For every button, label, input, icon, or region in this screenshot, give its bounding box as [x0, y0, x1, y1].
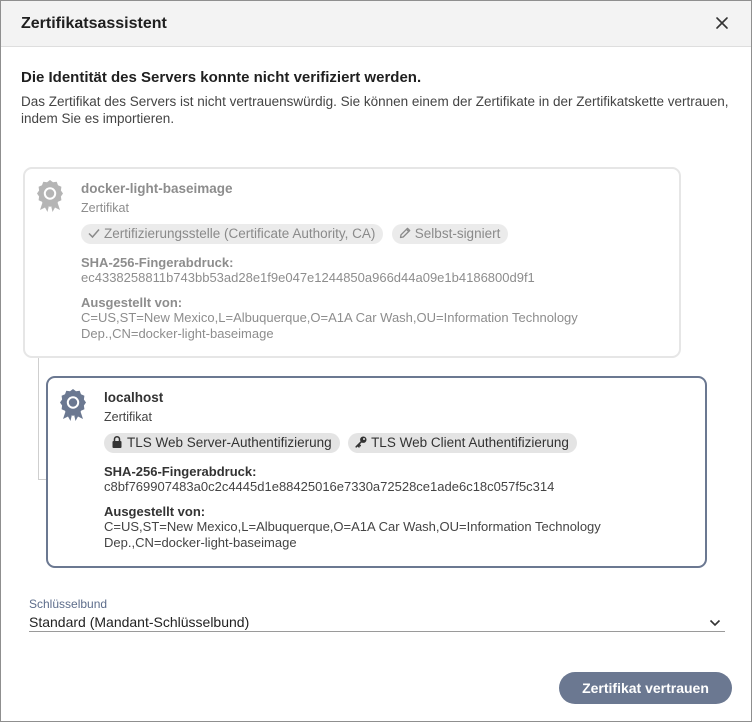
dialog-title: Zertifikatsassistent — [21, 15, 167, 32]
fingerprint-label: SHA-256-Fingerabdruck: — [81, 255, 234, 270]
issuer-value-line1: C=US,ST=New Mexico,L=Albuquerque,O=A1A Car Wash,OU=Information Technology — [104, 519, 601, 534]
message-description: Das Zertifikat des Servers ist nicht vertrauenswürdig. Sie können einem der Zertifikate in der Zertifikatskette vertrauen, indem Sie es importieren. — [21, 94, 729, 126]
key-icon — [354, 435, 368, 449]
fingerprint-value: c8bf769907483a0c2c4445d1e88425016e7330a72528ce1ade6c18c057f5c314 — [104, 479, 555, 494]
certificate-chips — [81, 224, 671, 246]
issuer-label: Ausgestellt von: — [81, 295, 183, 310]
trust-certificate-button[interactable]: Zertifikat vertrauen — [559, 672, 732, 704]
lock-icon — [110, 435, 124, 449]
check-icon — [87, 226, 101, 240]
issuer-value-line1: C=US,ST=New Mexico,L=Albuquerque,O=A1A Car Wash,OU=Information Technology — [81, 310, 578, 325]
dialog-titlebar — [1, 1, 751, 47]
certificate-name: docker-light-baseimage — [81, 181, 233, 196]
issuer-label: Ausgestellt von: — [104, 504, 206, 519]
keychain-value: Standard (Mandant-Schlüsselbund) — [29, 614, 250, 630]
keychain-select[interactable] — [29, 612, 725, 632]
chip-tls-server-auth — [104, 433, 340, 453]
fingerprint-value: ec4338258811b743bb53ad28e1f9e047e1244850a966d44a09e1b4186800d9f1 — [81, 270, 535, 285]
certificate-chips — [104, 433, 697, 455]
certificate-type: Zertifikat — [81, 201, 129, 215]
pencil-icon — [398, 226, 412, 240]
chevron-down-icon — [709, 615, 721, 625]
certificate-badge-icon — [35, 179, 65, 213]
chip-certificate-authority — [81, 224, 383, 244]
chip-label: Zertifizierungsstelle (Certificate Authority, CA) — [104, 226, 376, 241]
certificate-card-localhost[interactable] — [46, 376, 707, 568]
close-icon[interactable] — [713, 14, 731, 32]
certificate-badge-icon — [58, 388, 88, 422]
certificate-card-docker-light-baseimage[interactable] — [23, 167, 681, 358]
certificate-type: Zertifikat — [104, 410, 152, 424]
issuer-value-line2: Dep.,CN=docker-light-baseimage — [81, 326, 274, 341]
issuer-value-line2: Dep.,CN=docker-light-baseimage — [104, 535, 297, 550]
chip-label: TLS Web Client Authentifizierung — [371, 435, 569, 450]
keychain-label: Schlüsselbund — [29, 597, 108, 611]
certificate-name: localhost — [104, 390, 164, 405]
chip-tls-client-auth — [348, 433, 577, 453]
message-heading: Die Identität des Servers konnte nicht verifiziert werden. — [21, 69, 422, 86]
fingerprint-label: SHA-256-Fingerabdruck: — [104, 464, 257, 479]
chip-label: Selbst-signiert — [414, 226, 501, 241]
chip-label: TLS Web Server-Authentifizierung — [127, 435, 332, 450]
chip-self-signed — [392, 224, 509, 244]
chain-connector-line — [38, 356, 39, 479]
